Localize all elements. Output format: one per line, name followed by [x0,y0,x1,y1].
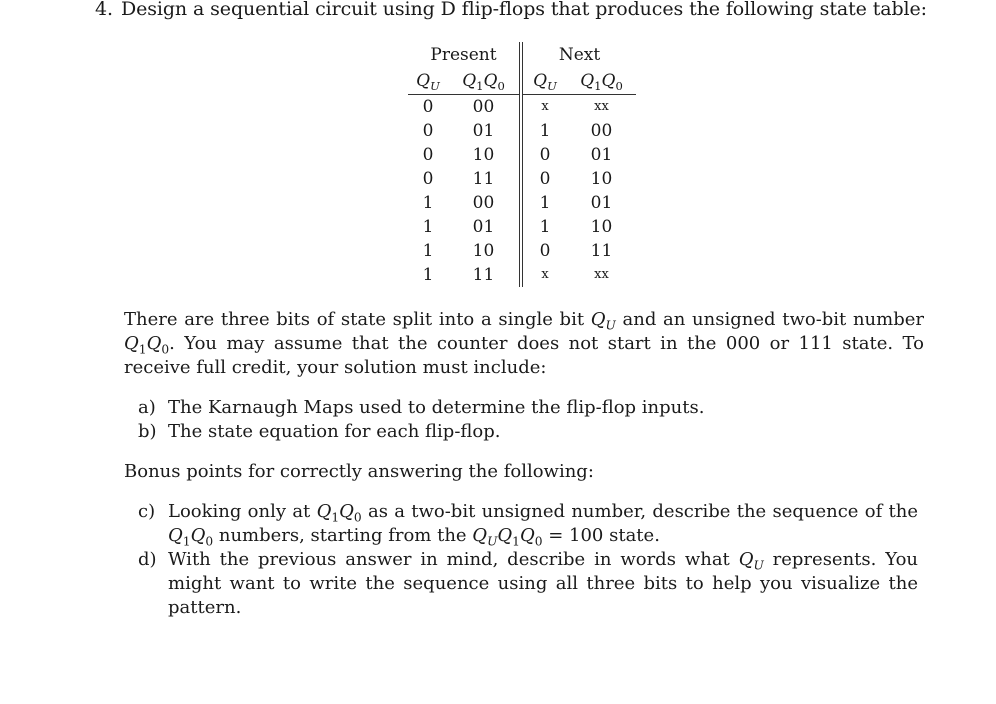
bonus-text: With the previous answer in mind, describe in words what $Q_U$ represents. You might want to write the sequence using all three bits to help you visualize the pattern. [168,549,918,618]
present-qu-cell: 1 [422,265,434,285]
present-qu-cell: 0 [422,121,434,141]
bonus-text-part: Looking only at [168,501,317,522]
col-header-present-q1q0: $Q_1Q_0$ [448,68,521,95]
table-row [408,167,636,191]
present-q1q0-cell: 11 [448,263,521,287]
bonus-item-c [138,500,918,548]
present-qu-cell: 1 [422,217,434,237]
present-q1q0-cell: 00 [448,191,521,215]
state-table [408,42,636,287]
table-row [408,215,636,239]
next-q1q0-cell: 01 [590,145,613,165]
next-qu-cell: 1 [539,193,551,213]
requirement-item-b [138,420,918,444]
next-q1q0-cell: 11 [590,241,613,261]
present-qu-cell: 0 [422,97,434,117]
present-q1q0-cell: 10 [448,143,521,167]
next-q1q0-cell: xx [594,267,609,282]
next-qu-cell: 1 [539,217,551,237]
present-q1q0-cell: 01 [448,119,521,143]
col-header-next-q1q0: $Q_1Q_0$ [567,68,636,95]
list-marker: a) [138,397,156,418]
table-row [408,239,636,263]
list-marker: b) [138,421,157,442]
list-marker: d) [138,549,157,570]
col-header-present-qu: $Q_U$ [408,68,448,95]
present-q1q0-cell: 00 [448,95,521,120]
table-row [408,263,636,287]
bonus-item-d [138,548,918,620]
bonus-text-part: = 100 state. [542,525,660,546]
bonus-text-part: numbers, starting from the [213,525,473,546]
present-qu-cell: 0 [422,145,434,165]
problem-heading [95,0,927,20]
next-q1q0-cell: 10 [590,169,613,189]
present-qu-cell: 0 [422,169,434,189]
next-q1q0-cell: xx [594,99,609,114]
problem-heading-text: Design a sequential circuit using D flip-flops that produces the following state table: [120,0,927,20]
bonus-text: Looking only at $Q_1Q_0$ as a two-bit unsigned number, describe the sequence of the $Q_1Q_0$ numbers, starting from the $Q_UQ_1Q_0 = 100$ state. [168,501,918,549]
next-q1q0-cell: 01 [590,193,613,213]
list-marker: c) [138,501,156,522]
present-group-header: Present [408,42,521,68]
present-q1q0-cell: 10 [448,239,521,263]
bonus-text-part: represents. You might want to write the sequence using all three bits to help you visualize the pattern. [168,549,918,618]
next-qu-cell: 0 [539,145,551,165]
next-qu-cell: 0 [539,241,551,261]
next-qu-cell: x [541,99,549,114]
next-qu-cell: 0 [539,169,551,189]
intro-text-part: and an unsigned two-bit number [615,309,924,330]
present-qu-cell: 1 [422,193,434,213]
next-q1q0-cell: 00 [590,121,613,141]
requirement-text: The Karnaugh Maps used to determine the flip-flop inputs. [168,397,705,418]
next-group-header: Next [558,45,601,65]
bonus-intro: Bonus points for correctly answering the following: [124,461,594,482]
requirement-text: The state equation for each flip-flop. [168,421,501,442]
table-row [408,119,636,143]
table-row [408,191,636,215]
next-qu-cell: x [541,267,549,282]
table-row [408,95,636,120]
intro-paragraph: There are three bits of state split into a single bit $Q_U$ and an unsigned two-bit number $Q_1Q_0$. You may assume that the counter does not start in the 000 or 111 state. To receive full credit, your solution must include: [124,309,924,378]
bonus-text-part: With the previous answer in mind, describe in words what [168,549,739,570]
problem-number: 4. [95,0,113,20]
requirement-item-a [138,396,918,420]
present-q1q0-cell: 11 [448,167,521,191]
col-header-next-qu: $Q_U$ [521,68,567,95]
present-q1q0-cell: 01 [448,215,521,239]
bonus-text-part: as a two-bit unsigned number, describe the sequence of the [361,501,918,522]
table-row [408,143,636,167]
next-q1q0-cell: 10 [590,217,613,237]
intro-text-part: There are three bits of state split into a single bit [124,309,591,330]
intro-text-part: . You may assume that the counter does not start in the 000 or 111 state. To receive full credit, your solution must include: [124,333,924,378]
next-qu-cell: 1 [539,121,551,141]
present-qu-cell: 1 [422,241,434,261]
